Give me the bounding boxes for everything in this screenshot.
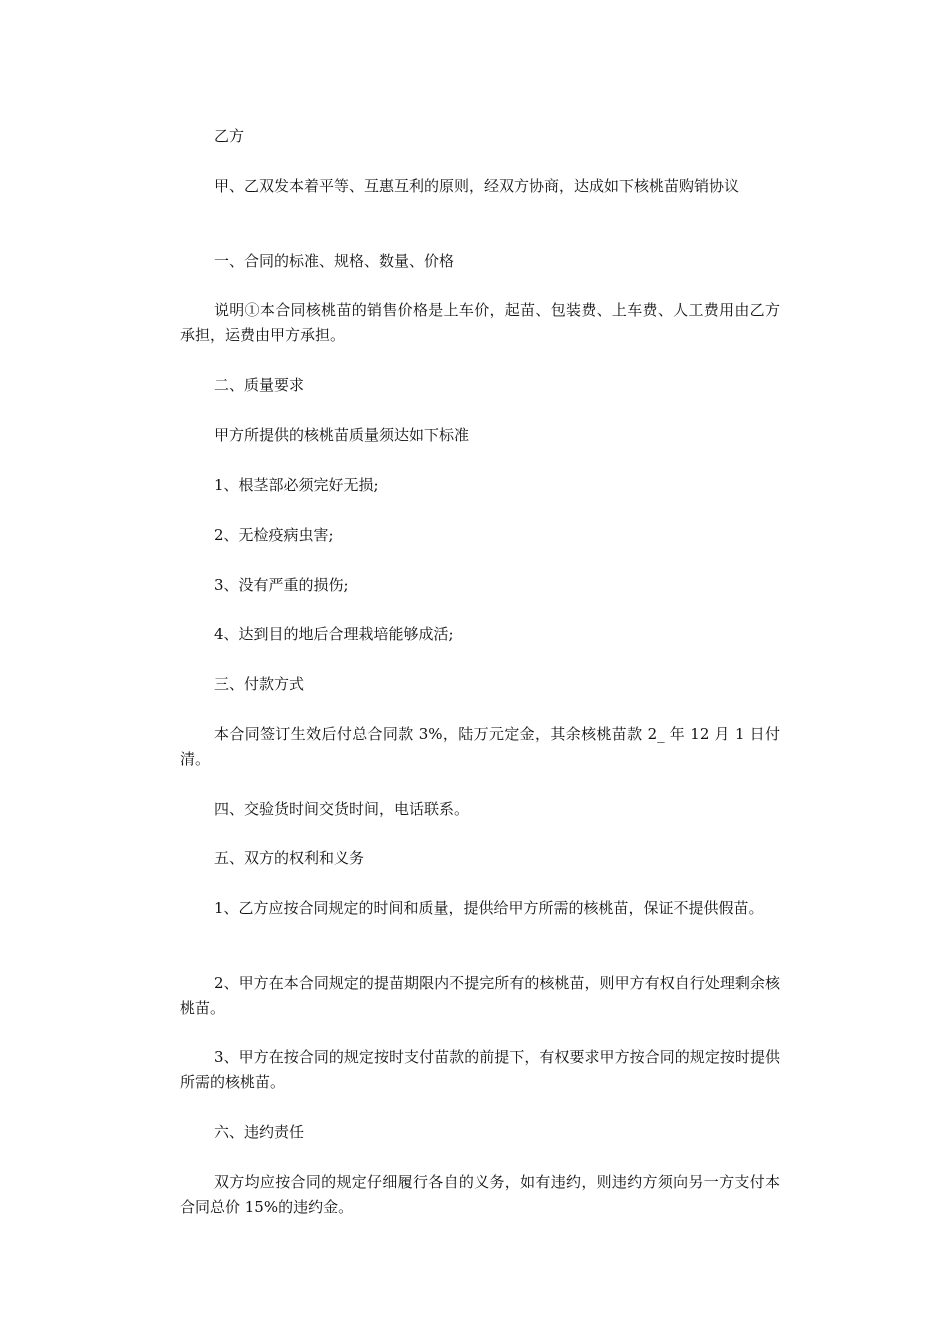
quality-item-3: 3、没有严重的损伤;: [214, 576, 349, 594]
section-heading-delivery: 四、交验货时间交货时间，电话联系。: [214, 800, 470, 818]
quality-item-4: 4、达到目的地后合理栽培能够成活;: [214, 625, 454, 643]
rights-item-2: 2、甲方在本合同规定的提苗期限内不提完所有的核桃苗，则甲方有权自行处理剩余核桃苗。: [180, 974, 780, 1017]
rights-item-1: 1、乙方应按合同规定的时间和质量，提供给甲方所需的核桃苗，保证不提供假苗。: [214, 899, 764, 917]
section-heading-standards: 一、合同的标准、规格、数量、价格: [214, 252, 455, 270]
party-b-label: 乙方: [214, 127, 245, 145]
quality-item-1: 1、根茎部必须完好无损;: [214, 476, 379, 494]
breach-terms: 双方均应按合同的规定仔细履行各自的义务，如有违约，则违约方须向另一方支付本合同总价 15%的违约金。: [180, 1173, 780, 1216]
quality-intro: 甲方所提供的核桃苗质量须达如下标准: [214, 426, 470, 444]
payment-terms: 本合同签订生效后付总合同款 3%，陆万元定金，其余核桃苗款 2_ 年 12 月 1 日付清。: [180, 725, 780, 768]
price-note: 说明①本合同核桃苗的销售价格是上车价，起苗、包装费、上车费、人工费用由乙方承担，运费由甲方承担。: [180, 301, 780, 344]
section-heading-rights: 五、双方的权利和义务: [214, 849, 365, 867]
rights-item-3: 3、甲方在按合同的规定按时支付苗款的前提下，有权要求甲方按合同的规定按时提供所需的核桃苗。: [180, 1048, 780, 1091]
section-heading-quality: 二、质量要求: [214, 376, 305, 394]
section-heading-payment: 三、付款方式: [214, 675, 305, 693]
quality-item-2: 2、无检疫病虫害;: [214, 526, 334, 544]
section-heading-breach: 六、违约责任: [214, 1123, 305, 1141]
agreement-intro: 甲、乙双发本着平等、互惠互利的原则，经双方协商，达成如下核桃苗购销协议: [214, 177, 740, 195]
